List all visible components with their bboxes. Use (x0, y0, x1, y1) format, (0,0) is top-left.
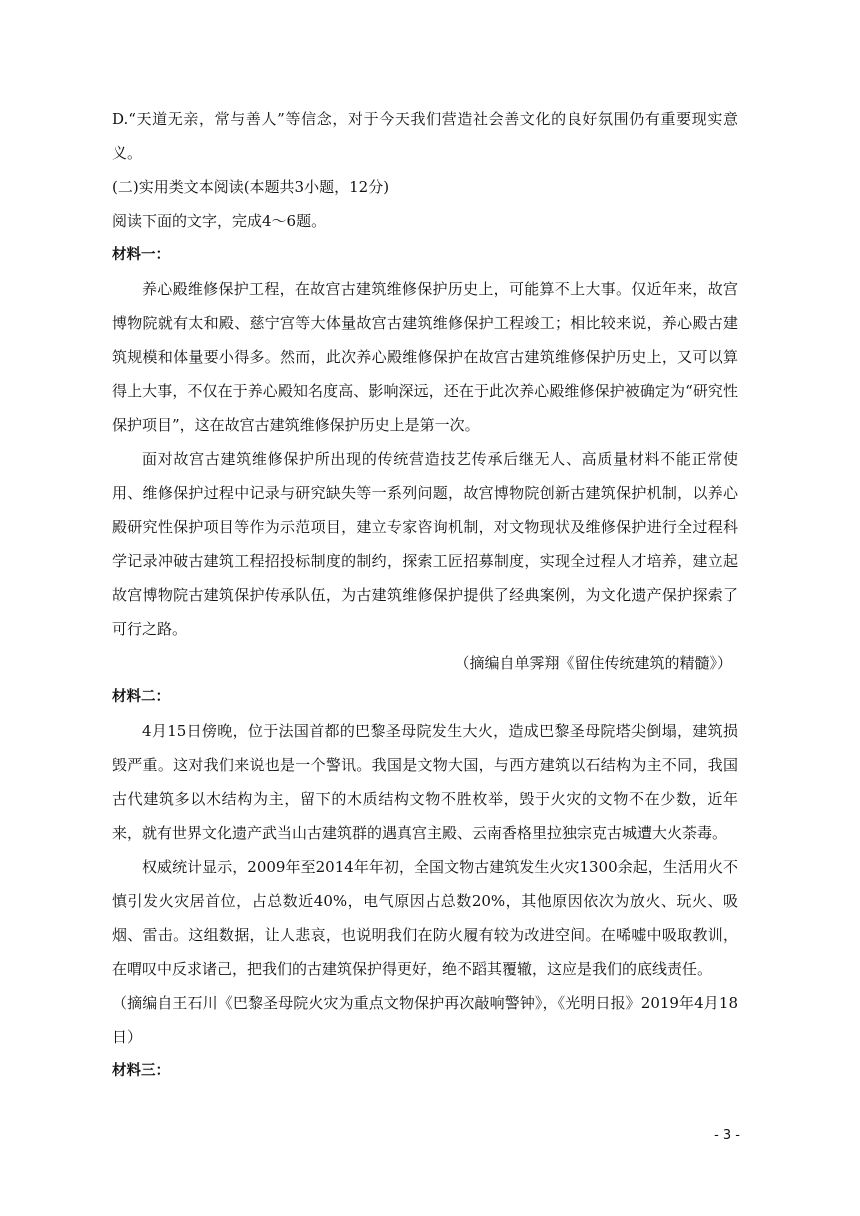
page-content (112, 102, 738, 1088)
material3-label: 材料三： (112, 1063, 170, 1079)
material1-label: 材料一： (112, 247, 170, 263)
page-number: - 3 - (714, 1128, 740, 1143)
material1-source: （摘编自单霁翔《留住传统建筑的精髓》） (454, 654, 732, 672)
material2-paragraph-1: 4月15日傍晚，位于法国首都的巴黎圣母院发生大火，造成巴黎圣母院塔尖倒塌，建筑损毁严重。这对我们来说也是一个警讯。我国是文物大国，与西方建筑以石结构为主不同，我国古代建筑多以木结构为主，留下的木质结构文物不胜枚举，毁于火灾的文物不在少数，近年来，就有世界文化遗产武当山古建筑群的遇真宫主殿、云南香格里拉独宗克古城遭大火荼毒。 (112, 722, 738, 842)
material2-label: 材料二： (112, 689, 170, 705)
instruction-text: 阅读下面的文字，完成4～6题。 (112, 212, 327, 230)
material2-paragraph-2: 权威统计显示，2009年至2014年年初，全国文物古建筑发生火灾1300余起，生活用火不慎引发火灾居首位，占总数近40%，电气原因占总数20%，其他原因依次为放火、玩火、吸烟、雷击。这组数据，让人悲哀，也说明我们在防火履有较为改进空间。在唏嘘中吸取教训，在喟叹中反求诸己，把我们的古建筑保护得更好，绝不蹈其覆辙，这应是我们的底线责任。 (112, 858, 738, 978)
material1-paragraph-1: 养心殿维修保护工程，在故宫古建筑维修保护历史上，可能算不上大事。仅近年来，故宫博物院就有太和殿、慈宁宫等大体量故宫古建筑维修保护工程竣工；相比较来说，养心殿古建筑规模和体量要小得多。然而，此次养心殿维修保护在故宫古建筑维修保护历史上，又可以算得上大事，不仅在于养心殿知名度高、影响深远，还在于此次养心殿维修保护被确定为“研究性保护项目”，这在故宫古建筑维修保护历史上是第一次。 (112, 280, 738, 434)
material2-source: （摘编自王石川《巴黎圣母院火灾为重点文物保护再次敲响警钟》，《光明日报》2019年4月18日） (112, 994, 738, 1046)
material1-paragraph-2: 面对故宫古建筑维修保护所出现的传统营造技艺传承后继无人、高质量材料不能正常使用、维修保护过程中记录与研究缺失等一系列问题，故宫博物院创新古建筑保护机制，以养心殿研究性保护项目等作为示范项目，建立专家咨询机制，对文物现状及维修保护进行全过程科学记录冲破古建筑工程招投标制度的制约，探索工匠招募制度，实现全过程人才培养，建立起故宫博物院古建筑保护传承队伍，为古建筑维修保护提供了经典案例，为文化遗产保护探索了可行之路。 (112, 450, 738, 638)
section-title: (二)实用类文本阅读(本题共3小题，12分) (112, 178, 390, 196)
option-d-text: D.“天道无亲，常与善人”等信念，对于今天我们营造社会善文化的良好氛围仍有重要现实意义。 (112, 110, 738, 162)
